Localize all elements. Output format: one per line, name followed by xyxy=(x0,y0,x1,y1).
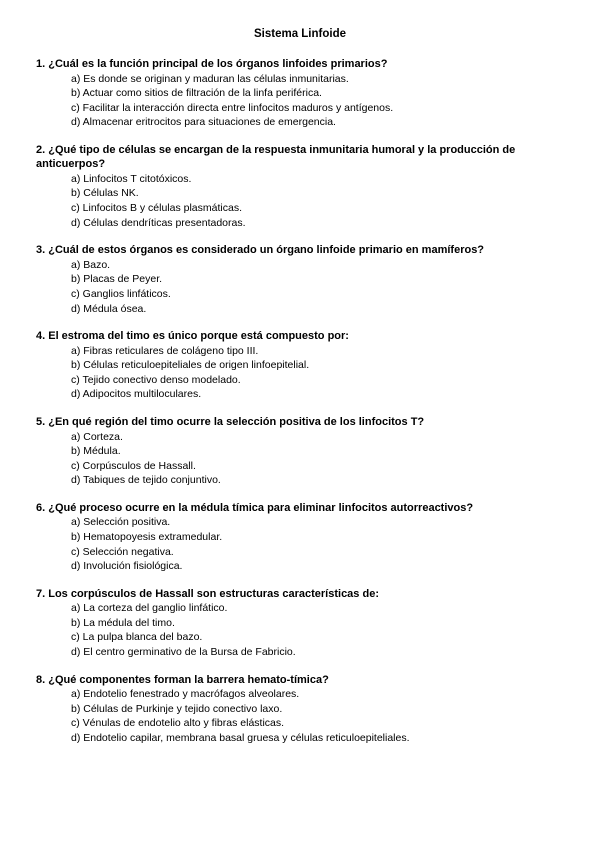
option-a: a) Linfocitos T citotóxicos. xyxy=(71,172,192,185)
option-list xyxy=(36,344,566,402)
option-b: b) Placas de Peyer. xyxy=(71,273,163,286)
option-d: d) El centro germinativo de la Bursa de Fabricio. xyxy=(71,646,296,659)
question-text: 6. ¿Qué proceso ocurre en la médula tímica para eliminar linfocitos autorreactivos? xyxy=(36,501,474,514)
option-a: a) Fibras reticulares de colágeno tipo III. xyxy=(71,344,259,357)
option-b: b) Hematopoyesis extramedular. xyxy=(71,530,223,543)
option-b: b) Médula. xyxy=(71,445,121,458)
page-title: Sistema Linfoide xyxy=(253,28,347,40)
option-a: a) Corteza. xyxy=(71,430,123,443)
question-6 xyxy=(36,501,566,574)
option-b: b) Células de Purkinje y tejido conectivo laxo. xyxy=(71,702,283,715)
option-list xyxy=(36,72,566,130)
option-a: a) Es donde se originan y maduran las células inmunitarias. xyxy=(71,72,349,85)
option-c: c) Vénulas de endotelio alto y fibras elásticas. xyxy=(71,717,285,730)
question-text: 5. ¿En qué región del timo ocurre la selección positiva de los linfocitos T? xyxy=(36,416,425,428)
option-a: a) Bazo. xyxy=(71,258,111,271)
option-d: d) Células dendríticas presentadoras. xyxy=(71,216,246,229)
option-list xyxy=(36,430,566,488)
option-a: a) Endotelio fenestrado y macrófagos alveolares. xyxy=(71,688,300,701)
question-text: 7. Los corpúsculos de Hassall son estructuras características de: xyxy=(36,587,379,600)
question-1 xyxy=(36,57,566,130)
option-c: c) La pulpa blanca del bazo. xyxy=(71,631,203,644)
option-a: a) Selección positiva. xyxy=(71,516,171,529)
option-list xyxy=(36,515,566,573)
question-text: 8. ¿Qué componentes forman la barrera hemato-tímica? xyxy=(36,673,329,686)
option-d: d) Almacenar eritrocitos para situaciones de emergencia. xyxy=(71,116,336,129)
option-list xyxy=(36,601,566,659)
option-c: c) Ganglios linfáticos. xyxy=(71,287,171,300)
question-5 xyxy=(36,415,566,488)
option-list xyxy=(36,258,566,316)
option-a: a) La corteza del ganglio linfático. xyxy=(71,602,228,615)
question-text: 1. ¿Cuál es la función principal de los órganos linfoides primarios? xyxy=(36,58,388,70)
option-b: b) Actuar como sitios de filtración de la linfa periférica. xyxy=(71,87,322,100)
option-d: d) Involución fisiológica. xyxy=(71,560,183,573)
option-d: d) Médula ósea. xyxy=(71,302,147,315)
option-c: c) Selección negativa. xyxy=(71,545,174,558)
question-4 xyxy=(36,329,566,402)
option-c: c) Tejido conectivo denso modelado. xyxy=(71,373,241,386)
option-b: b) La médula del timo. xyxy=(71,616,175,629)
option-d: d) Endotelio capilar, membrana basal gruesa y células reticuloepiteliales. xyxy=(71,731,410,744)
question-text: 2. ¿Qué tipo de células se encargan de la respuesta inmunitaria humoral y la producción de anticuerpos? xyxy=(36,143,516,171)
question-text: 3. ¿Cuál de estos órganos es considerado un órgano linfoide primario en mamíferos? xyxy=(36,244,485,257)
option-c: c) Linfocitos B y células plasmáticas. xyxy=(71,202,242,215)
option-c: c) Corpúsculos de Hassall. xyxy=(71,459,196,472)
question-2 xyxy=(36,143,566,230)
option-b: b) Células reticuloepiteliales de origen linfoepitelial. xyxy=(71,359,310,372)
option-c: c) Facilitar la interacción directa entre linfocitos maduros y antígenos. xyxy=(71,101,394,114)
option-d: d) Adipocitos multiloculares. xyxy=(71,388,202,401)
question-7 xyxy=(36,587,566,660)
question-list xyxy=(36,57,566,759)
option-d: d) Tabiques de tejido conjuntivo. xyxy=(71,474,221,487)
option-b: b) Células NK. xyxy=(71,187,139,200)
question-text: 4. El estroma del timo es único porque está compuesto por: xyxy=(36,330,349,343)
option-list xyxy=(36,172,566,230)
question-8 xyxy=(36,673,566,746)
option-list xyxy=(36,687,566,745)
question-3 xyxy=(36,243,566,316)
